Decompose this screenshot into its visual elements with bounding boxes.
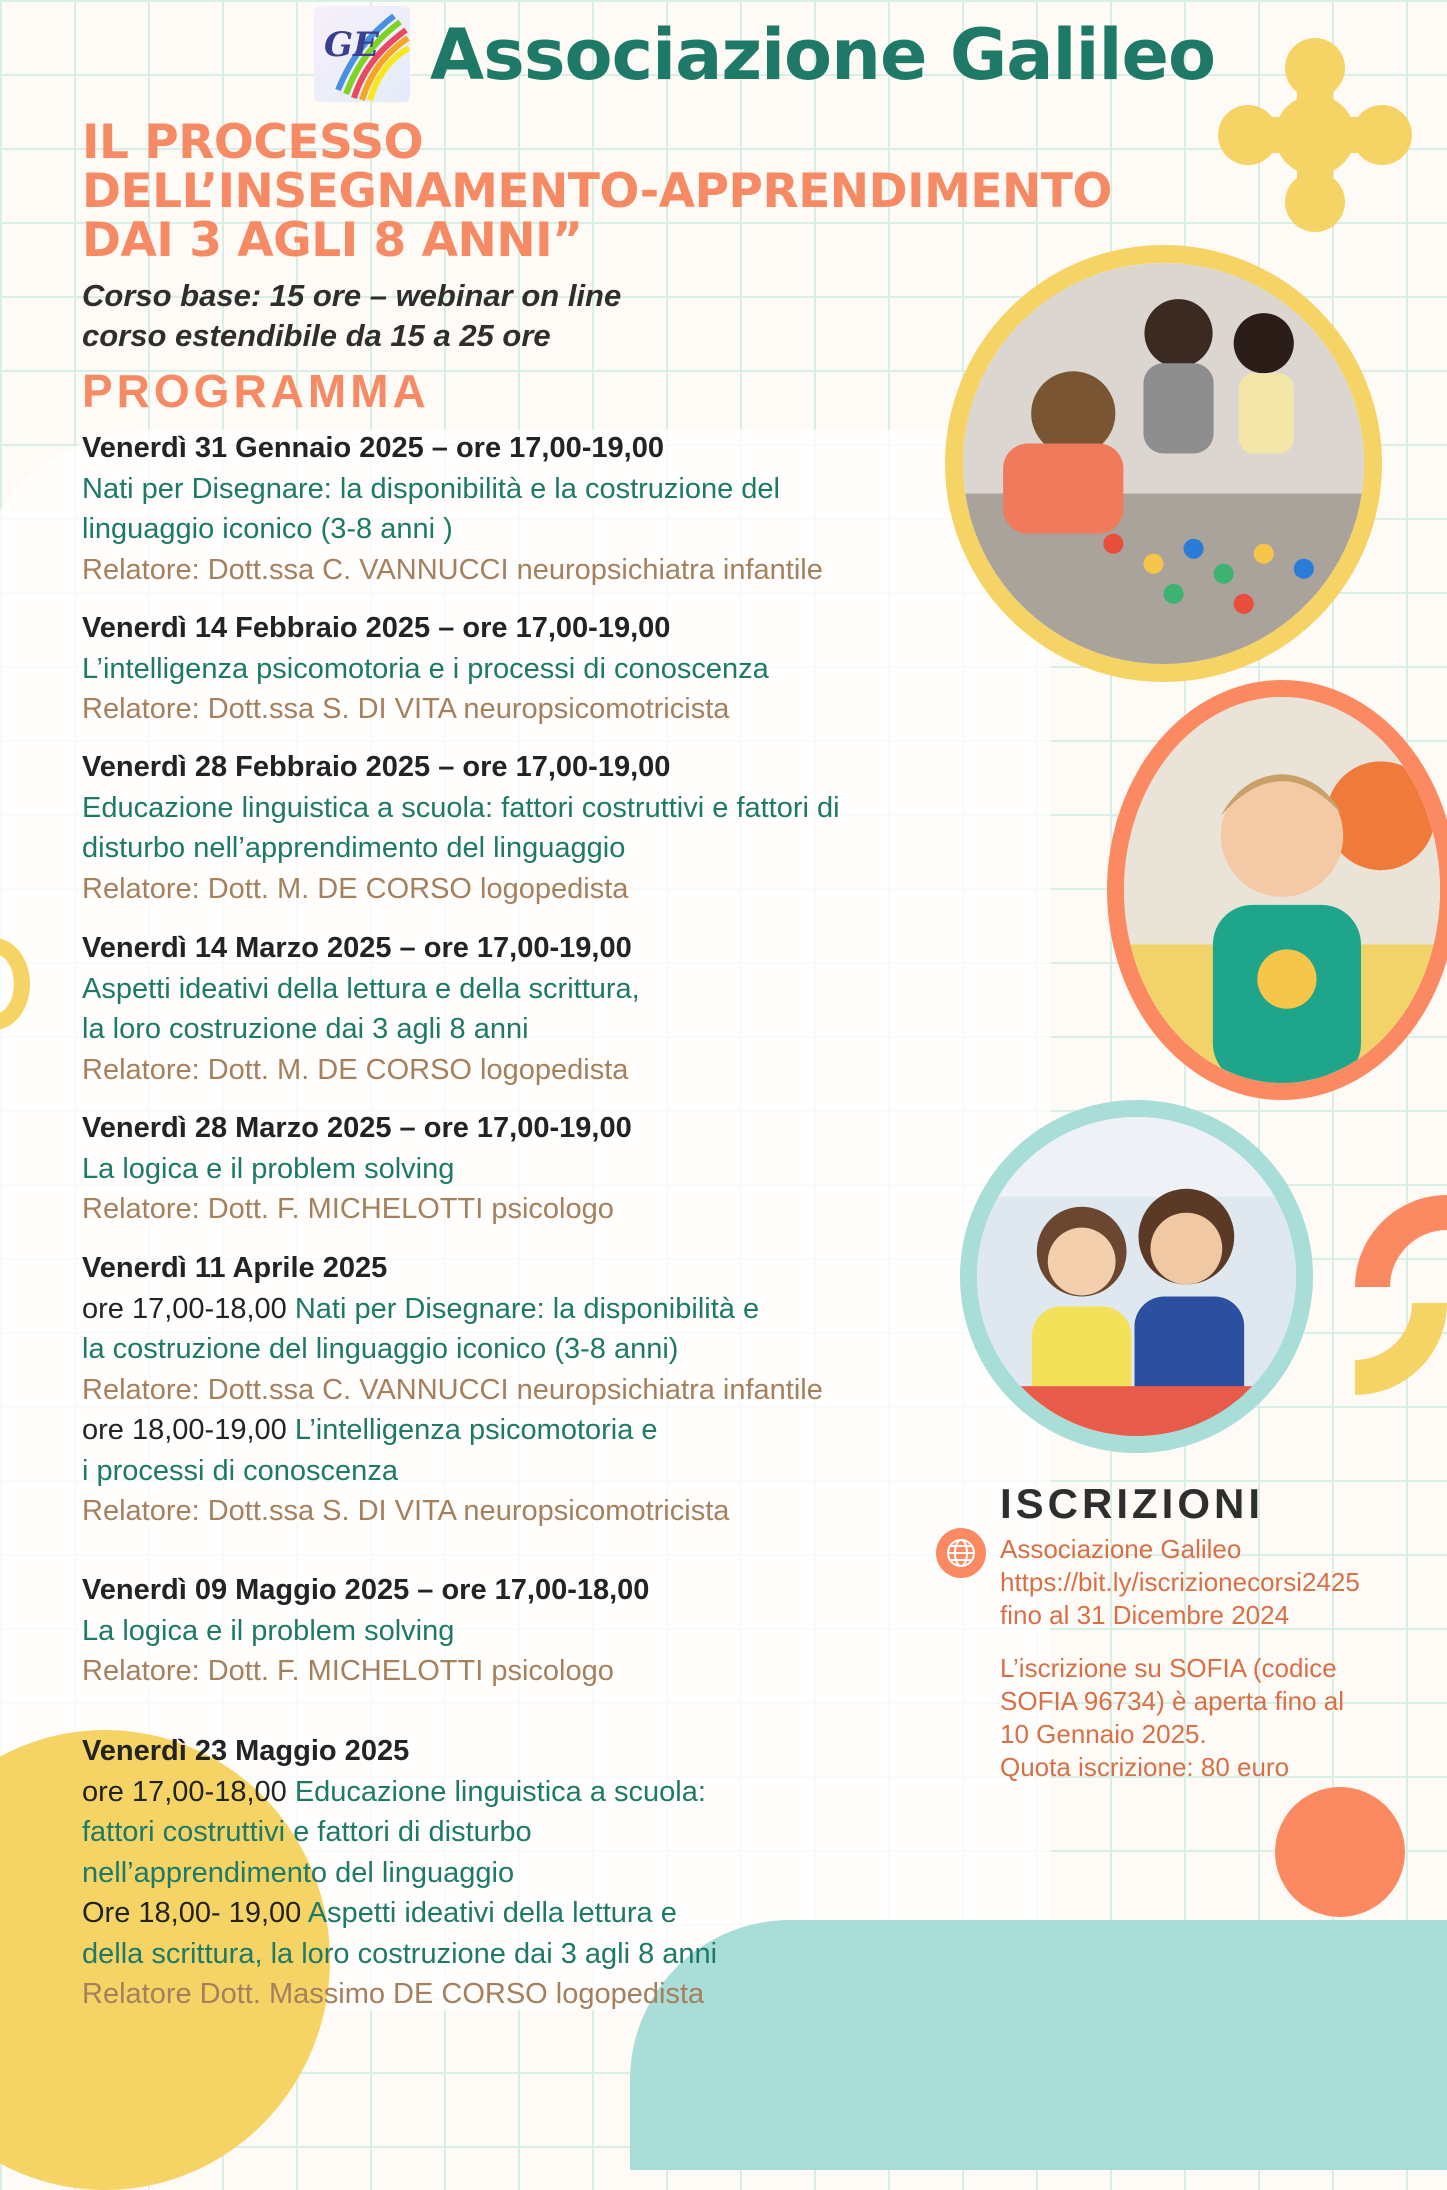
- iscrizioni-heading: ISCRIZIONI: [1000, 1480, 1265, 1527]
- decor-peach-circle: [1275, 1787, 1405, 1917]
- flower-clover-icon: [1200, 20, 1430, 250]
- course-title: [82, 115, 1182, 268]
- session-topic: La logica e il problem solving: [82, 1152, 455, 1185]
- session-topic: la loro costruzione dai 3 agli 8 anni: [82, 1013, 529, 1045]
- decor-teal-shape: [630, 1920, 1447, 2170]
- session-item: [82, 608, 769, 730]
- photo-two-girls: [960, 1100, 1313, 1453]
- session-topic: della scrittura, la loro costruzione dai 3 agli 8 anni: [82, 1937, 718, 1970]
- session-topic: Aspetti ideativi della lettura e della scrittura,: [82, 972, 640, 1005]
- iscrizioni-info: [1000, 1533, 1360, 1632]
- title-line: DELL’INSEGNAMENTO-APPRENDIMENTO: [82, 164, 1112, 219]
- association-logo: [314, 6, 410, 102]
- globe-icon: [936, 1528, 986, 1578]
- session-topic: disturbo nell’apprendimento del linguaggio: [82, 832, 626, 864]
- iscrizioni-org: Associazione Galileo: [1000, 1534, 1242, 1564]
- sofia-line: L’iscrizione su SOFIA (codice: [1000, 1653, 1337, 1683]
- brand-name: Associazione Galileo: [430, 14, 1216, 96]
- session-speaker: Relatore Dott. Massimo DE CORSO logopedista: [82, 1978, 705, 2010]
- session-date: Venerdì 11 Aprile 2025: [82, 1252, 388, 1284]
- session-topic: fattori costruttivi e fattori di disturbo: [82, 1816, 532, 1848]
- session-speaker: Relatore: Dott. F. MICHELOTTI psicologo: [82, 1655, 614, 1687]
- title-line: IL PROCESSO: [82, 115, 424, 170]
- session-date: Venerdì 28 Febbraio 2025 – ore 17,00-19,00: [82, 751, 671, 783]
- session-topic: linguaggio iconico (3-8 anni ): [82, 513, 453, 545]
- session-speaker: Relatore: Dott. F. MICHELOTTI psicologo: [82, 1193, 614, 1225]
- session-speaker: Relatore: Dott. M. DE CORSO logopedista: [82, 1053, 629, 1086]
- session-time: ore 17,00-18,00: [82, 1775, 295, 1808]
- session-item: [82, 928, 640, 1090]
- session-speaker: Relatore: Dott. M. DE CORSO logopedista: [82, 872, 629, 905]
- session-item: [82, 1248, 823, 1532]
- session-time: ore 17,00-18,00: [82, 1292, 295, 1325]
- programma-heading: PROGRAMMA: [82, 365, 430, 417]
- decor-arcs: [1340, 1195, 1447, 1410]
- session-date: Venerdì 14 Marzo 2025 – ore 17,00-19,00: [82, 932, 632, 964]
- svg-text:GE: GE: [324, 25, 379, 65]
- session-topic: Nati per Disegnare: la disponibilità e: [294, 1292, 760, 1325]
- session-topic: L’intelligenza psicomotoria e: [294, 1414, 658, 1446]
- subtitle-line: corso estendibile da 15 a 25 ore: [82, 318, 551, 353]
- sofia-line: 10 Gennaio 2025.: [1000, 1719, 1207, 1749]
- session-topic: L’intelligenza psicomotoria e i processi di conoscenza: [82, 652, 769, 685]
- session-topic: Aspetti ideativi della lettura e: [307, 1897, 677, 1929]
- session-speaker: Relatore: Dott.ssa C. VANNUCCI neuropsichiatra infantile: [82, 553, 823, 586]
- session-speaker: Relatore: Dott.ssa S. DI VITA neuropsicomotricista: [82, 1495, 730, 1527]
- session-topic: La logica e il problem solving: [82, 1614, 455, 1647]
- sofia-line: SOFIA 96734) è aperta fino al: [1000, 1686, 1344, 1716]
- session-date: Venerdì 23 Maggio 2025: [82, 1735, 410, 1767]
- session-topic: Educazione linguistica a scuola:: [294, 1775, 706, 1808]
- photo-smiling-boy: [1107, 680, 1447, 1100]
- session-item: [82, 1731, 717, 2015]
- session-speaker: Relatore: Dott.ssa C. VANNUCCI neuropsichiatra infantile: [82, 1373, 823, 1406]
- title-line: DAI 3 AGLI 8 ANNI”: [82, 213, 583, 268]
- photo-children-playing: [945, 245, 1382, 682]
- iscrizioni-deadline: fino al 31 Dicembre 2024: [1000, 1600, 1290, 1630]
- iscrizioni-fee: Quota iscrizione: 80 euro: [1000, 1752, 1290, 1782]
- session-speaker: Relatore: Dott.ssa S. DI VITA neuropsicomotricista: [82, 693, 730, 725]
- session-date: Venerdì 09 Maggio 2025 – ore 17,00-18,00: [82, 1574, 650, 1606]
- iscrizioni-sofia: [1000, 1652, 1344, 1784]
- subtitle-line: Corso base: 15 ore – webinar on line: [82, 278, 622, 313]
- session-item: [82, 747, 840, 909]
- session-item: [82, 1108, 632, 1230]
- session-topic: Educazione linguistica a scuola: fattori costruttivi e fattori di: [82, 791, 840, 824]
- session-time: Ore 18,00- 19,00: [82, 1897, 308, 1929]
- session-item: [82, 428, 823, 590]
- session-topic: i processi di conoscenza: [82, 1454, 398, 1487]
- session-topic: nell’apprendimento del linguaggio: [82, 1856, 515, 1889]
- session-date: Venerdì 31 Gennaio 2025 – ore 17,00-19,00: [82, 432, 664, 464]
- session-topic: Nati per Disegnare: la disponibilità e la costruzione del: [82, 472, 780, 505]
- session-date: Venerdì 14 Febbraio 2025 – ore 17,00-19,00: [82, 612, 671, 644]
- session-date: Venerdì 28 Marzo 2025 – ore 17,00-19,00: [82, 1112, 632, 1144]
- iscrizioni-link[interactable]: https://bit.ly/iscrizionecorsi2425: [1000, 1567, 1360, 1597]
- session-topic: la costruzione del linguaggio iconico (3-8 anni): [82, 1333, 679, 1365]
- session-time: ore 18,00-19,00: [82, 1414, 295, 1446]
- course-subtitle: [82, 276, 621, 356]
- session-item: [82, 1570, 649, 1692]
